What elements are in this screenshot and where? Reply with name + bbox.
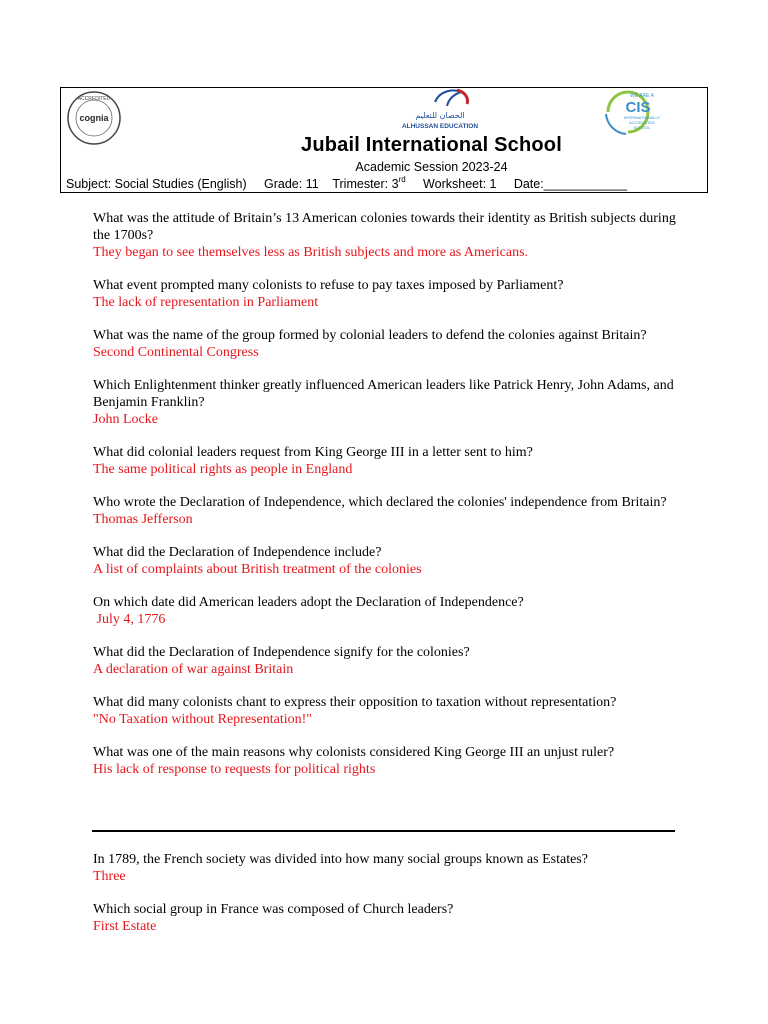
answer-text: "No Taxation without Representation!" — [93, 712, 312, 727]
question-answer-item — [93, 277, 693, 311]
alhussan-arabic-text: الحصان للتعليم — [415, 111, 465, 120]
question-answer-item — [93, 694, 693, 728]
cis-big-text: CIS — [625, 99, 651, 116]
question-answer-item — [93, 377, 693, 428]
question-answer-item — [93, 851, 693, 885]
question-text: What was the name of the group formed by colonial leaders to defend the colonies against Britain? — [93, 328, 647, 343]
question-answer-item — [93, 644, 693, 678]
cognia-logo-text: cognia — [79, 113, 109, 123]
question-answer-item — [93, 327, 693, 361]
alhussan-education-logo-icon — [395, 88, 485, 132]
question-answer-item — [93, 444, 693, 478]
qa-section-french-revolution — [93, 851, 693, 951]
cis-sub-text-2: ACCREDITED — [628, 120, 656, 125]
cis-accredited-logo-icon — [598, 88, 688, 136]
question-text: What event prompted many colonists to refuse to pay taxes imposed by Parliament? — [93, 278, 564, 293]
question-text: What did the Declaration of Independence include? — [93, 545, 382, 560]
answer-text: A declaration of war against Britain — [93, 662, 294, 677]
question-text: What did the Declaration of Independence signify for the colonies? — [93, 645, 470, 660]
cis-sub-text-3: SCHOOL — [633, 125, 651, 130]
question-answer-item — [93, 494, 693, 528]
subject-line — [66, 177, 627, 191]
question-answer-item — [93, 594, 693, 628]
question-text: On which date did American leaders adopt the Declaration of Independence? — [93, 595, 524, 610]
question-text: What did many colonists chant to express their opposition to taxation without representation? — [93, 695, 617, 710]
question-text: What did colonial leaders request from King George III in a letter sent to him? — [93, 445, 533, 460]
question-answer-item — [93, 744, 693, 778]
cis-sub-text-1: INTERNATIONALLY — [623, 115, 661, 120]
question-text: In 1789, the French society was divided into how many social groups known as Estates? — [93, 852, 588, 867]
alhussan-latin-text: ALHUSSAN EDUCATION — [401, 123, 479, 130]
question-text: What was the attitude of Britain’s 13 American colonies towards their identity as British subjects during the 1700s? — [93, 211, 676, 243]
answer-text: They began to see themselves less as British subjects and more as Americans. — [93, 245, 529, 260]
answer-text: The same political rights as people in England — [93, 462, 353, 477]
question-answer-item — [93, 544, 693, 578]
school-name: Jubail International School — [301, 134, 562, 156]
answer-text: The lack of representation in Parliament — [93, 295, 319, 310]
subject-line-suffix: Worksheet: 1 Date:____________ — [405, 177, 628, 191]
question-text: Who wrote the Declaration of Independence, which declared the colonies' independence from Britain? — [93, 495, 667, 510]
question-text: What was one of the main reasons why colonists considered King George III an unjust ruler? — [93, 745, 615, 760]
qa-section-american-revolution — [93, 210, 693, 794]
trimester-superscript: rd — [398, 175, 406, 184]
question-answer-item — [93, 210, 693, 261]
answer-text: Three — [93, 869, 126, 884]
answer-text: Thomas Jefferson — [93, 512, 193, 527]
answer-text: John Locke — [93, 412, 158, 427]
answer-text: July 4, 1776 — [93, 612, 166, 627]
answer-text: A list of complaints about British treatment of the colonies — [93, 562, 422, 577]
answer-text: First Estate — [93, 919, 157, 934]
question-text: Which Enlightenment thinker greatly influenced American leaders like Patrick Henry, John Adams, and Benjamin Franklin? — [93, 378, 674, 410]
question-answer-item — [93, 901, 693, 935]
answer-text: Second Continental Congress — [93, 345, 259, 360]
subject-line-prefix: Subject: Social Studies (English) Grade: 11 Trimester: 3 — [66, 177, 399, 191]
answer-text: His lack of response to requests for political rights — [93, 762, 376, 777]
academic-session: Academic Session 2023-24 — [355, 160, 508, 174]
question-text: Which social group in France was composed of Church leaders? — [93, 902, 454, 917]
cis-we-are-text: WE ARE A — [630, 93, 654, 99]
section-divider — [92, 830, 675, 832]
cognia-ring-text: ACCREDITED — [77, 96, 111, 102]
